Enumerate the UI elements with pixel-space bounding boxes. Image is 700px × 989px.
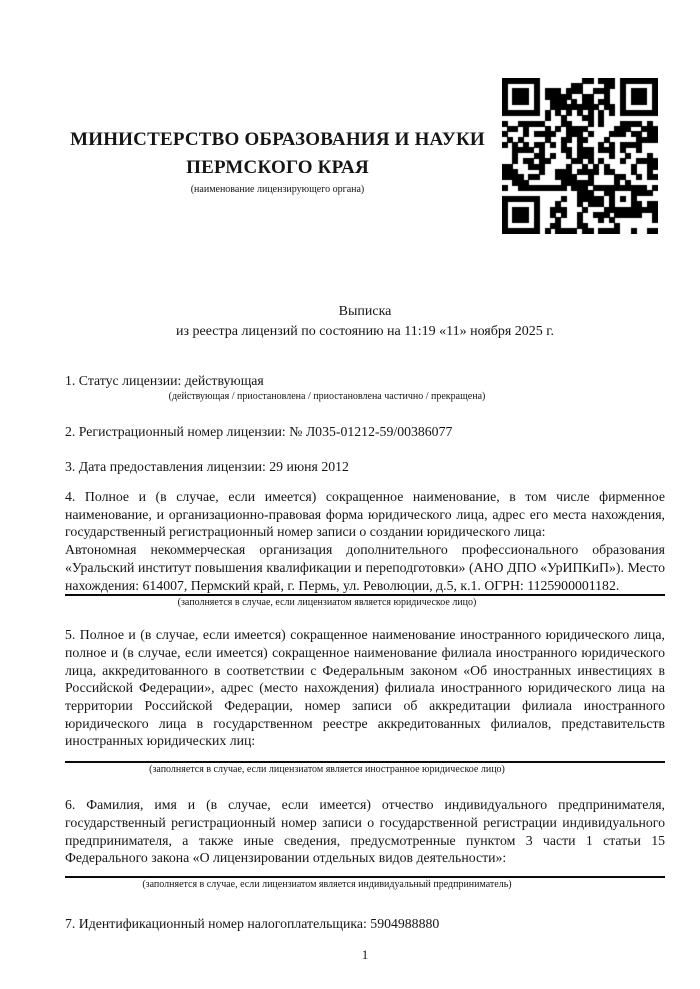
qr-code-icon: [502, 78, 658, 234]
license-status-caption: (действующая / приостановлена / приостановлена частично / прекращена): [168, 391, 486, 402]
entrepreneur-text: 6. Фамилия, имя и (в случае, если имеется) отчество индивидуального предпринимателя, государственный регистрационный номер записи о государственной регистрации индивидуального предпринимателя, а также иные сведения, предусмотренные пунктом 3 части 1 статьи 15 Федерального закона «О лицензировании отдельных видов деятельности»:: [65, 797, 665, 866]
licensing-authority-header: [65, 0, 490, 196]
foreign-entity-caption: (заполняется в случае, если лицензиатом является иностранное юридическое лицо): [149, 764, 505, 776]
item-license-status: [65, 372, 665, 403]
entrepreneur-caption: (заполняется в случае, если лицензиатом является индивидуальный предприниматель): [142, 878, 512, 890]
legal-entity-text: 4. Полное и (в случае, если имеется) сокращенное наименование, в том числе фирменное наименование, и организационно-правовая форма юридического лица, адрес его места нахождения, государственный регистрационный номер записи о создании юридического лица:: [65, 489, 665, 540]
legal-entity-value: Автономная некоммерческая организация дополнительного профессионального образования «Уральский институт повышения квалификации и переподготовки» (АНО ДПО «УрИПКиП»). Место нахождения: 614007, Пермский край, г. Пермь, ул. Революции, д.5, к.1. ОГРН: 1125900001182.: [65, 542, 665, 593]
ministry-name-line2: ПЕРМСКОГО КРАЯ: [186, 157, 369, 178]
page-number: 1: [361, 946, 369, 962]
ministry-name-line1: МИНИСТЕРСТВО ОБРАЗОВАНИЯ И НАУКИ: [70, 129, 485, 150]
license-status-text: 1. Статус лицензии: действующая: [65, 373, 264, 388]
item-grant-date: [65, 458, 665, 476]
document-title: Выписка: [338, 304, 392, 319]
registration-number-text: 2. Регистрационный номер лицензии: № Л035-01212-59/00386077: [65, 424, 453, 439]
grant-date-text: 3. Дата предоставления лицензии: 29 июня 2012: [65, 459, 349, 474]
document-subtitle: из реестра лицензий по состоянию на 11:19 «11» ноября 2025 г.: [176, 324, 554, 339]
document-title-block: [65, 302, 665, 342]
taxpayer-number-text: 7. Идентификационный номер налогоплательщика: 5904988880: [65, 915, 440, 931]
foreign-entity-text: 5. Полное и (в случае, если имеется) сокращенное наименование иностранного юридического лица, полное и (в случае, если имеется) сокращенное наименование филиала иностранного юридического лица, аккредитованного в соответствии с Федеральным законом «Об иностранных инвестициях в Российской Федерации», адрес (место нахождения) филиала иностранного юридического лица на территории Российской Федерации, номер записи об аккредитации филиала иностранного юридического лица в государственном реестре аккредитованных филиалов, представительств иностранных юридических лиц:: [65, 627, 665, 749]
authority-caption: (наименование лицензирующего органа): [190, 184, 365, 195]
item-taxpayer-number: [65, 915, 665, 933]
item-foreign-entity: [65, 626, 665, 776]
item-entrepreneur: [65, 796, 665, 891]
legal-entity-caption: (заполняется в случае, если лицензиатом является юридическое лицо): [177, 597, 477, 609]
item-registration-number: [65, 423, 665, 441]
item-legal-entity: [65, 488, 665, 609]
